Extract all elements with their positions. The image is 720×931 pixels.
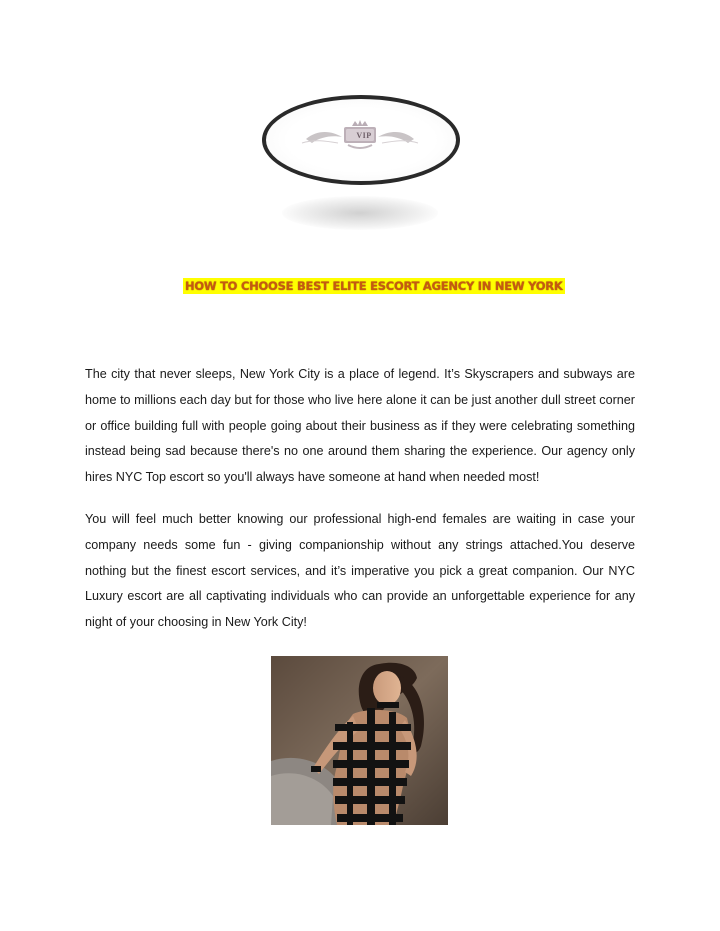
page-title: HOW TO CHOOSE BEST ELITE ESCORT AGENCY IN NEW YORK	[185, 279, 563, 293]
vip-logo	[262, 95, 458, 183]
model-photo-illustration	[271, 656, 448, 825]
article-paragraph-2: You will feel much better knowing our professional high-end females are waiting in case your company needs some fun - giving companionship without any strings attached.You deserve nothing but the finest escort services, and it’s imperative you pick a great companion. Our NYC Luxury escort are all captivating individuals who can provide an unforgettable experience for any night of your choosing in New York City!	[85, 512, 635, 630]
logo-shadow	[282, 196, 438, 230]
article-paragraph-1: The city that never sleeps, New York City is a place of legend. It’s Skyscrapers and subways are home to millions each day but for those who live here alone it can be just another dull street corner or office building full with people going about their business as if they were celebrating something instead being sad because there's no one around them sharing the experience. Our agency only hires NYC Top escort so you'll always have someone at hand when needed most!	[85, 367, 635, 485]
model-photo	[271, 656, 448, 825]
logo-emblem-text: VIP	[356, 131, 372, 140]
